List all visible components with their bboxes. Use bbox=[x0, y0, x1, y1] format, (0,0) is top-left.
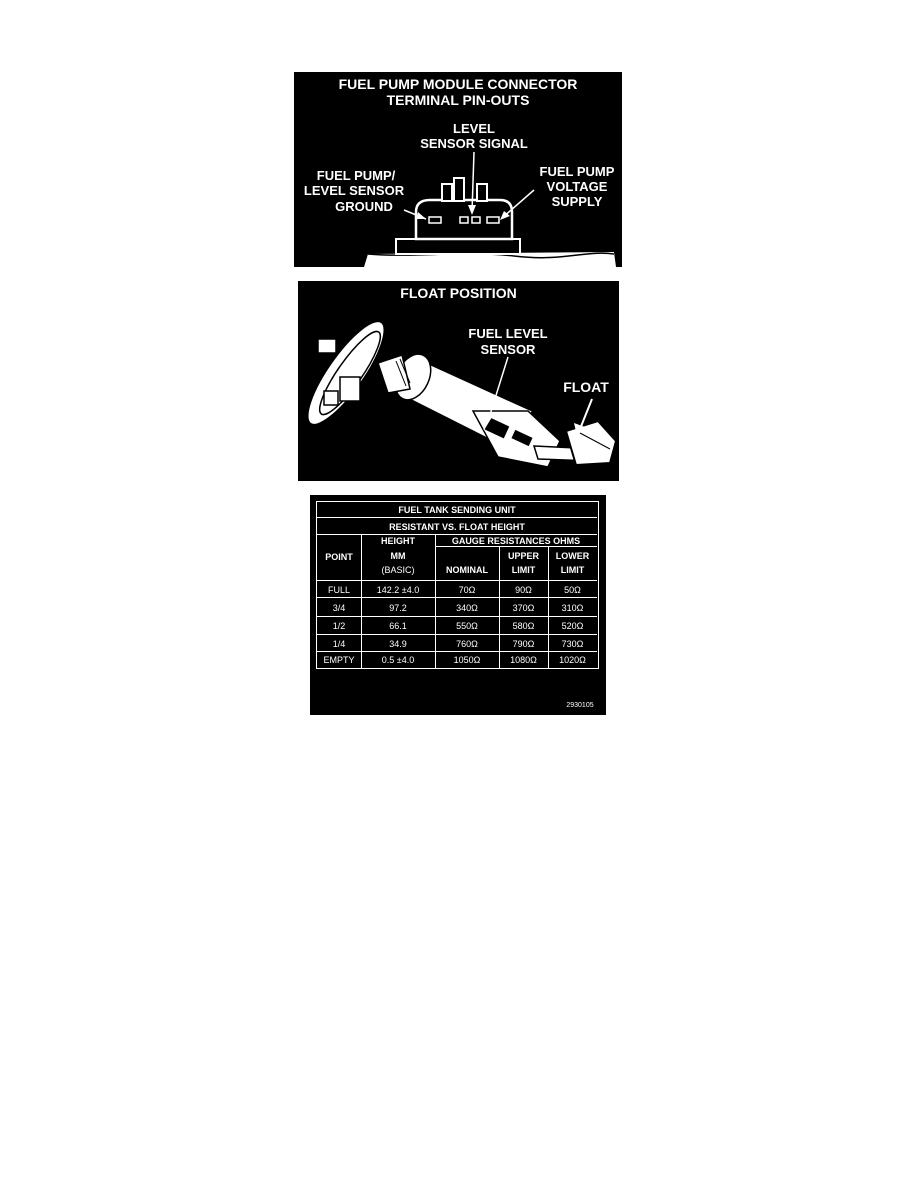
float-position-figure bbox=[298, 281, 619, 481]
table-cell-lower: 310Ω bbox=[561, 603, 584, 613]
table-cell-upper: 580Ω bbox=[512, 621, 535, 631]
table-cell-upper: 90Ω bbox=[515, 585, 532, 595]
table-cell-height: 0.5 ±4.0 bbox=[381, 655, 415, 665]
table-cell-upper: 790Ω bbox=[512, 639, 535, 649]
label-level: LEVEL bbox=[453, 121, 495, 136]
col-header-mm: MM bbox=[390, 551, 406, 561]
col-header-height: HEIGHT bbox=[380, 536, 415, 546]
col-header-nominal: NOMINAL bbox=[446, 565, 488, 575]
connector-drawing bbox=[294, 72, 622, 267]
table-cell-height: 142.2 ±4.0 bbox=[376, 585, 420, 595]
figure-id: 2930105 bbox=[566, 702, 594, 709]
table-cell-point: 1/2 bbox=[332, 621, 346, 631]
label-ground-line3: GROUND bbox=[335, 199, 393, 214]
label-ground-line1: FUEL PUMP/ bbox=[316, 168, 396, 183]
col-header-gauge: GAUGE RESISTANCES OHMS bbox=[451, 536, 581, 546]
label-supply-line1: FUEL PUMP bbox=[539, 164, 615, 179]
table-cell-height: 66.1 bbox=[389, 621, 407, 631]
connector-title-line1: FUEL PUMP MODULE CONNECTOR bbox=[338, 76, 578, 92]
label-supply-line2: VOLTAGE bbox=[546, 179, 608, 194]
col-header-lower: LOWER bbox=[555, 551, 590, 561]
table-subtitle: RESISTANT VS. FLOAT HEIGHT bbox=[389, 522, 525, 532]
table-cell-lower: 1020Ω bbox=[559, 655, 586, 665]
table-cell-nominal: 760Ω bbox=[456, 639, 478, 649]
table-cell-nominal: 550Ω bbox=[456, 621, 478, 631]
label-fuel-level: FUEL LEVEL bbox=[468, 326, 548, 341]
table-title: FUEL TANK SENDING UNIT bbox=[398, 505, 516, 515]
table-cell-nominal: 1050Ω bbox=[453, 655, 481, 665]
connector-title-line2: TERMINAL PIN-OUTS bbox=[386, 92, 530, 108]
table-cell-nominal: 340Ω bbox=[456, 603, 478, 613]
table-cell-point: 1/4 bbox=[332, 639, 346, 649]
col-header-upper-limit: LIMIT bbox=[511, 565, 536, 575]
col-header-upper: UPPER bbox=[507, 551, 539, 561]
connector-figure bbox=[294, 72, 622, 267]
col-header-point: POINT bbox=[325, 552, 353, 562]
table-cell-lower: 50Ω bbox=[564, 585, 581, 595]
table-cell-point: 3/4 bbox=[332, 603, 346, 613]
table-cell-point: FULL bbox=[327, 585, 350, 595]
float-title: FLOAT POSITION bbox=[400, 285, 517, 301]
sending-unit-table-figure bbox=[310, 495, 606, 715]
label-level-sensor-signal: SENSOR SIGNAL bbox=[420, 136, 528, 151]
float-drawing bbox=[298, 281, 619, 481]
table-frame bbox=[316, 501, 599, 669]
label-sensor: SENSOR bbox=[480, 342, 536, 357]
col-header-lower-limit: LIMIT bbox=[560, 565, 585, 575]
table-cell-height: 34.9 bbox=[389, 639, 407, 649]
table-cell-nominal: 70Ω bbox=[458, 585, 476, 595]
col-header-basic: (BASIC) bbox=[381, 565, 415, 575]
label-supply-line3: SUPPLY bbox=[551, 194, 603, 209]
table-cell-lower: 520Ω bbox=[561, 621, 584, 631]
label-ground-line2: LEVEL SENSOR bbox=[303, 183, 405, 198]
table-cell-upper: 1080Ω bbox=[510, 655, 537, 665]
table-cell-upper: 370Ω bbox=[512, 603, 535, 613]
table-cell-lower: 730Ω bbox=[561, 639, 584, 649]
label-float: FLOAT bbox=[563, 379, 609, 395]
table-cell-point: EMPTY bbox=[323, 655, 355, 665]
table-cell-height: 97.2 bbox=[389, 603, 407, 613]
